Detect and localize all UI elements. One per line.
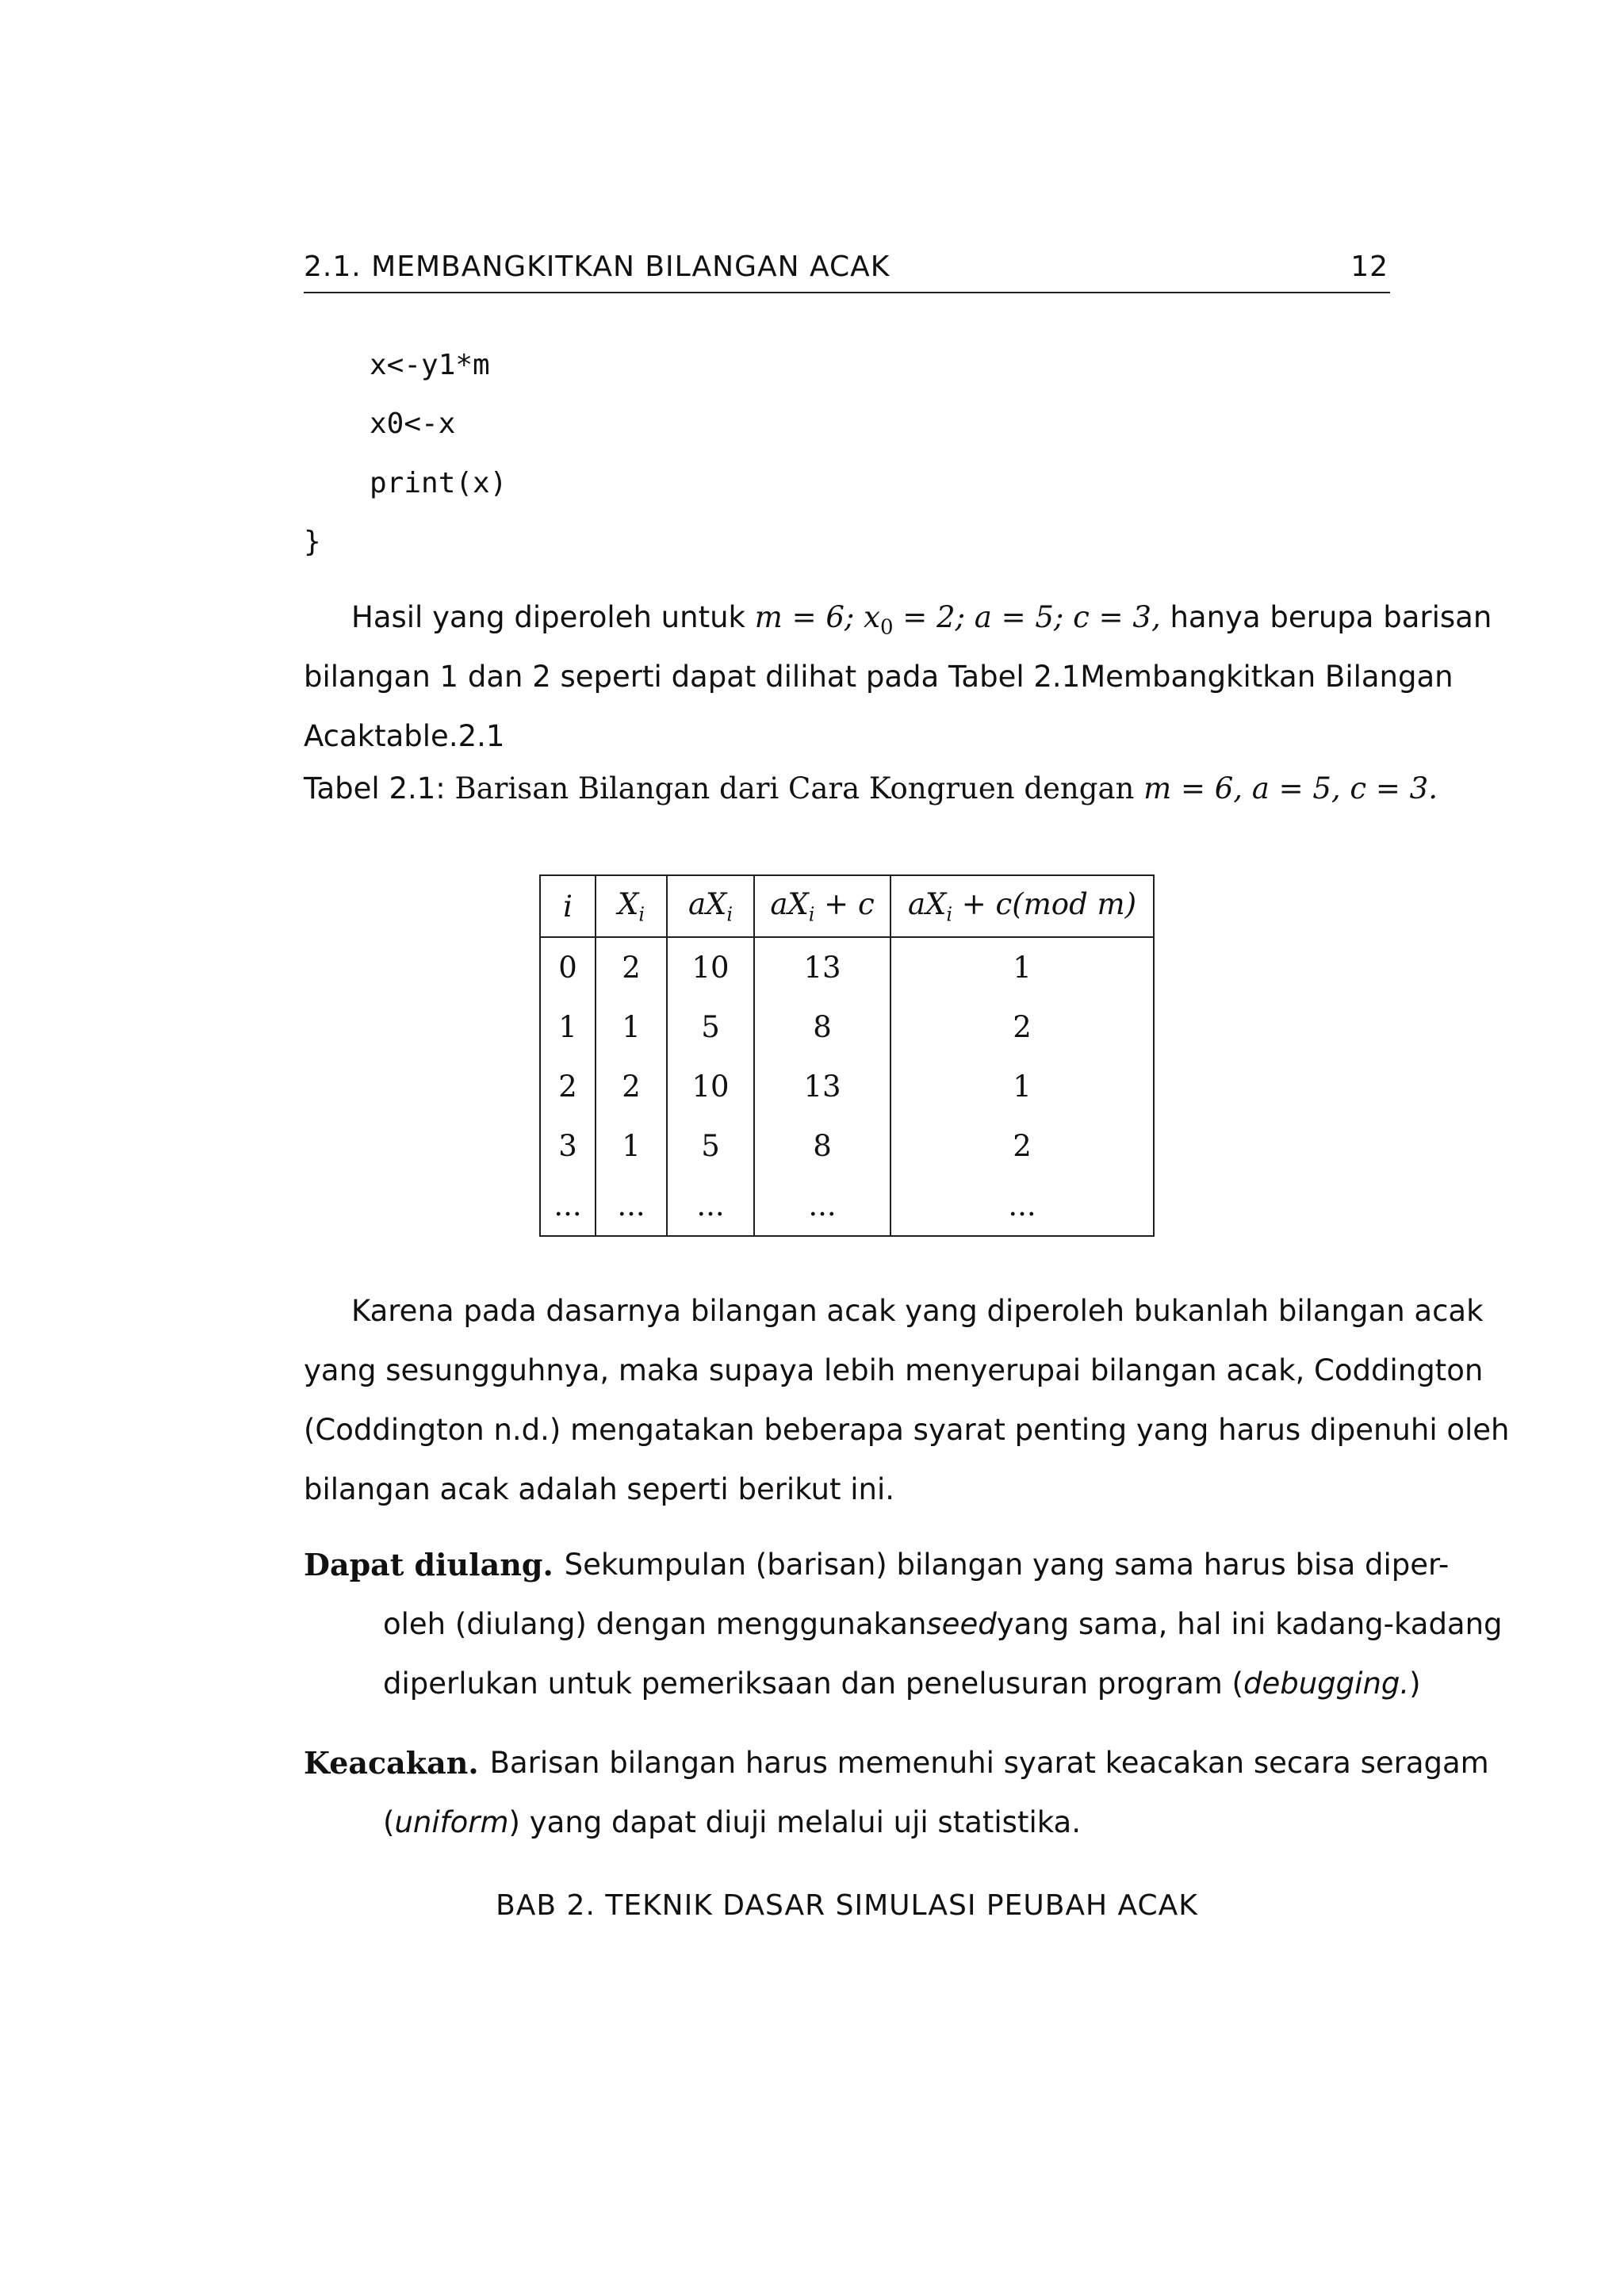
code-closing-brace: } [304,526,321,558]
table-header-row [540,875,1154,937]
table-cell: 1 [540,997,596,1057]
code-line: print(x) [370,467,508,499]
table-cell: ... [754,1176,891,1236]
table-cell: ... [596,1176,667,1236]
caption-text: Barisan Bilangan dari Cara Kongruen dengan [454,771,1135,806]
paragraph-line: Hasil yang diperoleh untuk m = 6; $x_0 = 2$; a = 5; c = 3, hanya berupa barisan [351,600,1492,640]
table-caption [304,771,1438,806]
table-cell: 1 [891,1057,1154,1116]
data-table [539,874,1155,1237]
requirement-term: Dapat diulang. [304,1547,553,1582]
requirement-line: diperlukan untuk pemeriksaan dan penelusuran program (debugging.) [383,1667,1421,1701]
table-cell: 1 [891,937,1154,997]
table-cell: 1 [596,997,667,1057]
paragraph-requirements-intro [304,1281,1510,1519]
requirement-line: Keacakan. Barisan bilangan harus memenuhi syarat keacakan secara seragam [304,1733,1390,1793]
paragraph-line: Acaktable.2.1 [304,719,505,753]
table-cell: 13 [754,1057,891,1116]
table-cell: 2 [891,1116,1154,1176]
table-row [540,1057,1154,1116]
table-cell: ... [540,1176,596,1236]
table-row [540,997,1154,1057]
header-section-title: 2.1. MEMBANGKITKAN BILANGAN ACAK [304,251,891,283]
table-header-cell: $aX_i$ [667,875,754,937]
caption-math: m = 6, a = 5, c = 3. [1143,771,1438,806]
requirement-line: Dapat diulang. Sekumpulan (barisan) bilangan yang sama harus bisa diper- [304,1535,1390,1594]
requirement-line: oleh (diulang) dengan menggunakan seed yang sama, hal ini kadang-kadang [304,1594,1390,1654]
table-cell: 2 [596,1057,667,1116]
table-cell: 10 [667,1057,754,1116]
table-header-cell: $X_i$ [596,875,667,937]
inline-math: m = 6; $x_0 = 2$; a = 5; c = 3, [754,600,1161,640]
table-row [540,1176,1154,1236]
paragraph-line: yang sesungguhnya, maka supaya lebih menyerupai bilangan acak, Coddington [304,1353,1484,1387]
table-cell: 2 [596,937,667,997]
table-header-cell: $aX_i + c(mod$ m) [891,875,1154,937]
table-cell: 8 [754,1116,891,1176]
table-cell: ... [667,1176,754,1236]
requirement-term: Keacakan. [304,1745,479,1781]
paragraph-intro [304,587,1492,766]
table-cell: ... [891,1176,1154,1236]
running-footer: BAB 2. TEKNIK DASAR SIMULASI PEUBAH ACAK [496,1889,1198,1922]
requirement-repeatable [304,1535,1503,1713]
table-cell: 3 [540,1116,596,1176]
running-header [304,247,1390,293]
table-cell: 2 [891,997,1154,1057]
paragraph-line: bilangan acak adalah seperti berikut ini. [304,1472,894,1506]
term-seed: seed [926,1607,997,1641]
caption-label: Tabel 2.1: [304,771,446,806]
code-line: x<-y1*m [370,349,490,381]
table-cell: 2 [540,1057,596,1116]
table-row [540,1116,1154,1176]
requirement-randomness [304,1733,1489,1852]
code-line: x0<-x [370,408,456,440]
requirement-line: (uniform) yang dapat diuji melalui uji statistika. [383,1805,1081,1839]
table-header-cell: i [540,875,596,937]
table-cell: 1 [596,1116,667,1176]
table-header-cell: $aX_i + c$ [754,875,891,937]
table-cell: 0 [540,937,596,997]
table-cell: 5 [667,997,754,1057]
table-cell: 8 [754,997,891,1057]
table-cell: 5 [667,1116,754,1176]
paragraph-line: Karena pada dasarnya bilangan acak yang diperoleh bukanlah bilangan acak [351,1294,1484,1328]
header-page-number: 12 [1350,251,1388,283]
term-debugging: debugging. [1243,1667,1410,1701]
table-cell: 13 [754,937,891,997]
paragraph-line: (Coddington n.d.) mengatakan beberapa syarat penting yang harus dipenuhi oleh [304,1413,1510,1447]
table-row [540,937,1154,997]
term-uniform: uniform [394,1805,509,1839]
table-cell: 10 [667,937,754,997]
paragraph-line: bilangan 1 dan 2 seperti dapat dilihat pada Tabel 2.1Membangkitkan Bilangan [304,660,1454,694]
